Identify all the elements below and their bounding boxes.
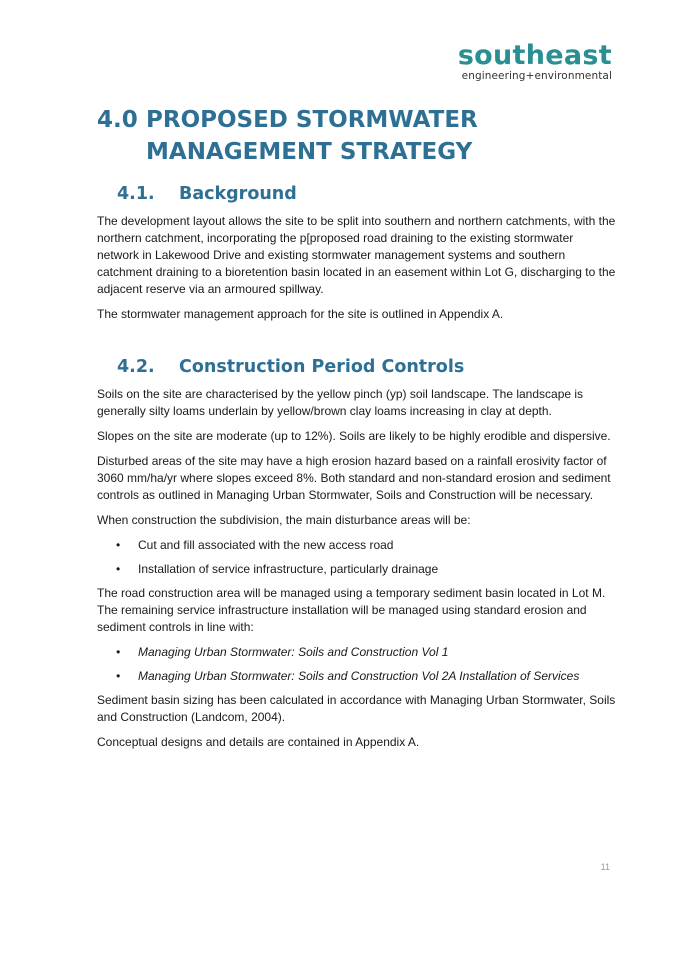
chapter-title-line2: MANAGEMENT STRATEGY <box>146 139 473 165</box>
paragraph: Slopes on the site are moderate (up to 12%). Soils are likely to be highly erodible and dispersive. <box>97 429 611 443</box>
paragraph: The stormwater management approach for the site is outlined in Appendix A. <box>97 307 504 321</box>
paragraph: Soils on the site are characterised by the yellow pinch (yp) soil landscape. The landscape is generally silty loams underlain by yellow/brown clay loams increasing in clay at depth. <box>97 387 584 418</box>
section-title: Construction Period Controls <box>179 357 465 377</box>
company-logo <box>458 42 612 83</box>
section-number: 4.1. <box>117 184 155 204</box>
section-title: Background <box>179 184 297 204</box>
list-item: • Managing Urban Stormwater: Soils and Construction Vol 2A Installation of Services <box>97 668 617 685</box>
paragraph: Sediment basin sizing has been calculated in accordance with Managing Urban Stormwater, Soils and Construction (Landcom, 2004). <box>97 693 616 724</box>
list-item: • Managing Urban Stormwater: Soils and Construction Vol 1 <box>97 644 617 661</box>
chapter-title-line1: PROPOSED STORMWATER <box>146 107 478 133</box>
section-heading-background <box>97 182 617 206</box>
section-number: 4.2. <box>117 357 155 377</box>
paragraph: The road construction area will be managed using a temporary sediment basin located in Lot M. The remaining service infrastructure installation will be managed using standard erosion and sediment controls in line with: <box>97 586 606 634</box>
page-number: 11 <box>600 862 610 872</box>
logo-name: southeast <box>457 40 612 71</box>
paragraph: Disturbed areas of the site may have a high erosion hazard based on a rainfall erosivity factor of 3060 mm/ha/yr where slopes exceed 8%. Both standard and non-standard erosion and sediment controls as outlined in Managing Urban Stormwater, Soils and Construction will be necessary. <box>97 454 611 502</box>
paragraph: When construction the subdivision, the main disturbance areas will be: <box>97 513 471 527</box>
chapter-number: 4.0 <box>97 107 138 133</box>
paragraph: The development layout allows the site to be split into southern and northern catchments, with the northern catchment, incorporating the p[proposed road draining to the existing stormwater network in Lakewood Drive and existing stormwater management systems and southern catchment draining to a bioretention basin located in an easement within Lot G, discharging to the adjacent reserve via an armoured spillway. <box>97 214 616 296</box>
list-item: • Cut and fill associated with the new access road <box>97 537 617 554</box>
reference-list <box>97 644 617 685</box>
logo-tagline: engineering+environmental <box>461 70 612 82</box>
list-item: • Installation of service infrastructure, particularly drainage <box>97 561 617 578</box>
disturbance-areas-list <box>97 537 617 578</box>
chapter-heading <box>97 104 617 168</box>
document-body <box>97 104 617 759</box>
paragraph: Conceptual designs and details are contained in Appendix A. <box>97 735 420 749</box>
section-heading-construction <box>97 355 617 379</box>
